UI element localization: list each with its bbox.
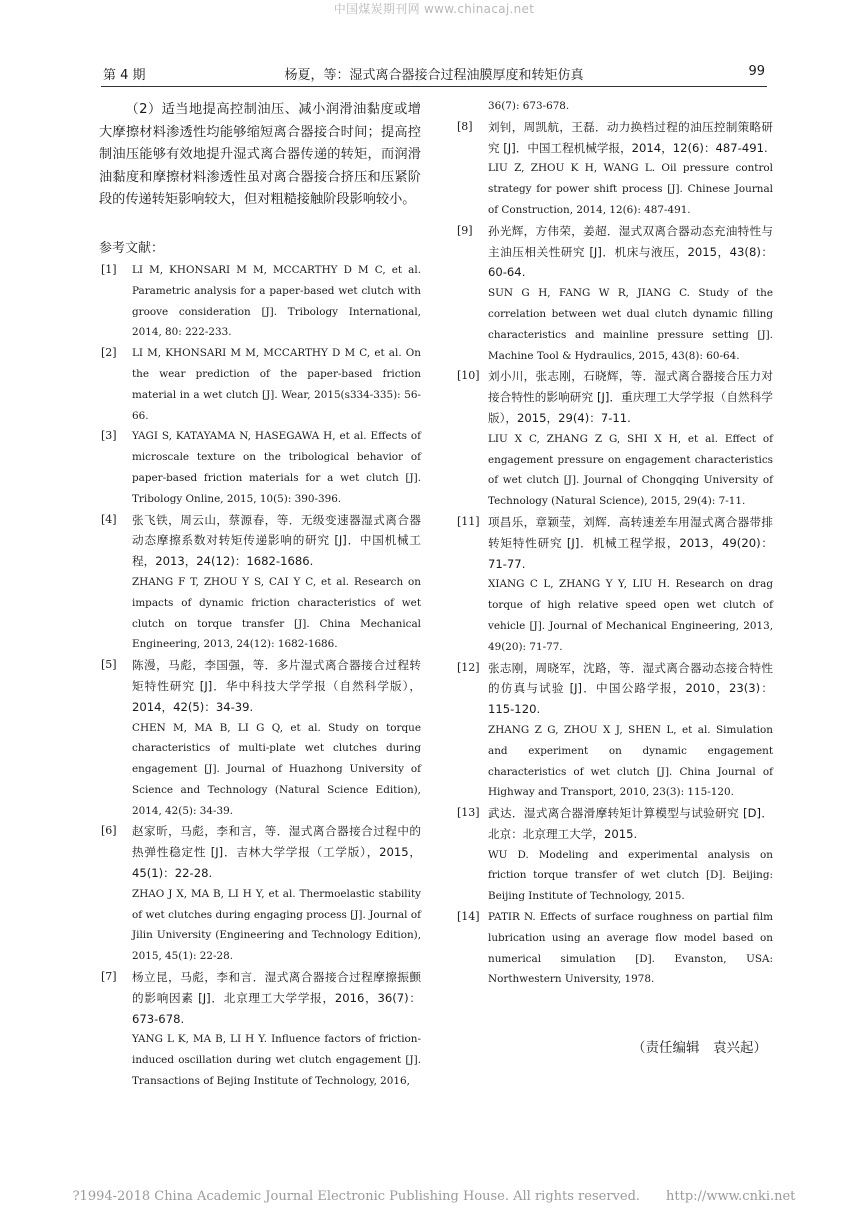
reference-item — [455, 117, 773, 221]
reference-number: [11] — [457, 514, 480, 528]
reference-item — [99, 426, 421, 509]
reference-item — [455, 366, 773, 512]
reference-number: [13] — [457, 806, 480, 820]
reference-item — [455, 658, 773, 804]
header-issue: 第 4 期 — [103, 68, 146, 83]
reference-text-english: ZHANG Z G, ZHOU X J, SHEN L, et al. Simulation and experiment on dynamic engagement characteristics of wet clutch [J]. China Journal of Highway and Transport, 2010, 23(3): 115-120. — [488, 723, 773, 799]
reference-text-english: SUN G H, FANG W R, JIANG C. Study of the correlation between wet dual clutch dynamic filling characteristics and mainline pressure setting [J]. Machine Tool & Hydraulics, 2015, 43(8): 60-64. — [488, 287, 773, 362]
reference-list-left — [99, 260, 421, 1092]
reference-item — [455, 907, 773, 990]
reference-item — [99, 343, 421, 426]
responsible-editor: （责任编辑 袁兴起） — [632, 1040, 767, 1056]
reference-continuation-text: 36(7): 673-678. — [488, 100, 570, 112]
reference-item — [455, 803, 773, 907]
watermark: 中国煤炭期刊网 www.chinacaj.net — [333, 2, 535, 16]
reference-number: [2] — [101, 346, 117, 360]
reference-text-chinese: 赵家昕，马彪，李和言，等．湿式离合器接合过程中的热弹性稳定性 [J]．吉林大学学报（工学版），2015，45(1)：22-28. — [132, 824, 421, 881]
reference-text-chinese: 刘小川，张志刚，石晓辉，等．湿式离合器接合压力对接合特性的影响研究 [J]．重庆理工大学学报（自然科学版），2015，29(4)：7-11. — [488, 369, 773, 425]
reference-number: [6] — [101, 824, 117, 838]
reference-text-english: PATIR N. Effects of surface roughness on partial film lubrication using an average flow model based on numerical simulation [D]. Evanston, USA: Northwestern University, 1978. — [488, 911, 773, 986]
right-column — [455, 96, 773, 990]
reference-text-english: ZHAO J X, MA B, LI H Y, et al. Thermoelastic stability of wet clutches during engaging process [J]. Journal of Jilin University (Engineering and Technology Edition), 2015, 45(1): 22-28. — [132, 887, 421, 963]
reference-number: [7] — [101, 970, 117, 984]
reference-item — [99, 967, 421, 1092]
reference-text-english: WU D. Modeling and experimental analysis on friction torque transfer of wet clutch [D]. Beijing: Beijing Institute of Technology, 2015. — [488, 848, 773, 903]
reference-number: [10] — [457, 369, 480, 383]
reference-number: [9] — [457, 223, 473, 237]
reference-number: [1] — [101, 262, 117, 276]
reference-text-english: YAGI S, KATAYAMA N, HASEGAWA H, et al. Effects of microscale texture on the tribological behavior of paper-based friction materials for a wet clutch [J]. Tribology Online, 2015, 10(5): 390-396. — [132, 430, 421, 505]
left-column — [99, 96, 421, 1092]
reference-text-english: LIU Z, ZHOU K H, WANG L. Oil pressure control strategy for power shift process [J]. Chinese Journal of Construction, 2014, 12(6): 487-491. — [488, 162, 773, 216]
reference-item — [455, 221, 773, 367]
reference-item — [99, 821, 421, 967]
reference-number: [4] — [101, 512, 117, 526]
reference-text-english: LI M, KHONSARI M M, MCCARTHY D M C, et al. Parametric analysis for a paper-based wet clutch with groove consideration [J]. Tribology International, 2014, 80: 222-233. — [132, 263, 421, 339]
reference-item — [99, 510, 421, 656]
reference-text-english: LI M, KHONSARI M M, MCCARTHY D M C, et al. On the wear prediction of the paper-based friction material in a wet clutch [J]. Wear, 2015(s334-335): 56-66. — [132, 347, 421, 422]
reference-item — [99, 655, 421, 821]
reference-text-chinese: 项昌乐，章颖莹，刘辉．高转速差车用湿式离合器带排转矩特性研究 [J]．机械工程学报，2013，49(20)：71-77. — [488, 514, 773, 571]
reference-number: [3] — [101, 429, 117, 443]
reference-text-english: YANG L K, MA B, LI H Y. Influence factors of friction-induced oscillation during wet clutch engagement [J]. Transactions of Bejing Institute of Technology, 2016, — [132, 1033, 421, 1088]
reference-text-english: CHEN M, MA B, LI G Q, et al. Study on torque characteristics of multi-plate wet clutches during engagement [J]. Journal of Huazhong University of Science and Technology (Natural Science Edition), 2014, 42(5): 34-39. — [132, 721, 421, 817]
references-title: 参考文献： — [99, 240, 165, 256]
body-paragraph: （2）适当地提高控制油压、减小润滑油黏度或增大摩擦材料渗透性均能够缩短离合器接合时间；提高控制油压能够有效地提升湿式离合器传递的转矩，而润滑油黏度和摩擦材料渗透性虽对离合器接合挤压和压紧阶段的传递转矩影响较大，但对粗糙接触阶段影响较小。 — [99, 102, 421, 208]
header-rule — [101, 86, 767, 87]
reference-number: [12] — [457, 660, 480, 674]
reference-item — [455, 512, 773, 658]
reference-text-chinese: 孙光辉，方伟荣，姜超．湿式双离合器动态充油特性与主油压相关性研究 [J]．机床与液压，2015，43(8)：60-64. — [488, 223, 773, 280]
reference-number: [14] — [457, 910, 480, 924]
reference-text-chinese: 张志刚，周晓军，沈路，等．湿式离合器动态接合特性的仿真与试验 [J]．中国公路学报，2010，23(3)：115-120. — [488, 660, 773, 717]
running-header — [103, 62, 765, 84]
reference-number: [8] — [457, 119, 473, 133]
reference-text-english: LIU X C, ZHANG Z G, SHI X H, et al. Effect of engagement pressure on engagement characteristics of wet clutch [J]. Journal of Chongqing University of Technology (Natural Science), 2015, 29(4): 7-11. — [488, 432, 773, 508]
header-page-number: 99 — [748, 64, 765, 79]
reference-text-english: XIANG C L, ZHANG Y Y, LIU H. Research on drag torque of high relative speed open wet clutch of vehicle [J]. Journal of Mechanical Engineering, 2013, 49(20): 71-77. — [488, 578, 773, 653]
reference-text-chinese: 武达．湿式离合器滑摩转矩计算模型与试验研究 [D]．北京：北京理工大学，2015. — [488, 806, 773, 841]
reference-text-english: ZHANG F T, ZHOU Y S, CAI Y C, et al. Research on impacts of dynamic friction characteristics of wet clutch on torque transfer [J]. China Mechanical Engineering, 2013, 24(12): 1682-1686. — [132, 575, 421, 651]
copyright-footer: ?1994-2018 China Academic Journal Electronic Publishing House. All rights reserved. http://www.cnki.net — [72, 1189, 796, 1204]
reference-list-right — [455, 117, 773, 990]
reference-item — [99, 260, 421, 343]
reference-text-chinese: 杨立昆，马彪，李和言．湿式离合器接合过程摩擦振颤的影响因素 [J]．北京理工大学学报，2016，36(7)：673-678. — [132, 970, 421, 1026]
reference-text-chinese: 张飞铁，周云山，蔡源春，等．无级变速器湿式离合器动态摩擦系数对转矩传递影响的研究 [J]．中国机械工程，2013，24(12)：1682-1686. — [132, 512, 421, 569]
reference-continuation — [455, 96, 773, 117]
reference-text-chinese: 刘钊，周凯航，王磊．动力换档过程的油压控制策略研究 [J]．中国工程机械学报，2014，12(6)：487-491. — [488, 119, 773, 155]
reference-text-chinese: 陈漫，马彪，李国强，等．多片湿式离合器接合过程转矩特性研究 [J]．华中科技大学学报（自然科学版），2014，42(5)：34-39. — [132, 658, 421, 714]
header-title: 杨夏，等：湿式离合器接合过程油膜厚度和转矩仿真 — [284, 68, 584, 83]
reference-number: [5] — [101, 658, 117, 672]
